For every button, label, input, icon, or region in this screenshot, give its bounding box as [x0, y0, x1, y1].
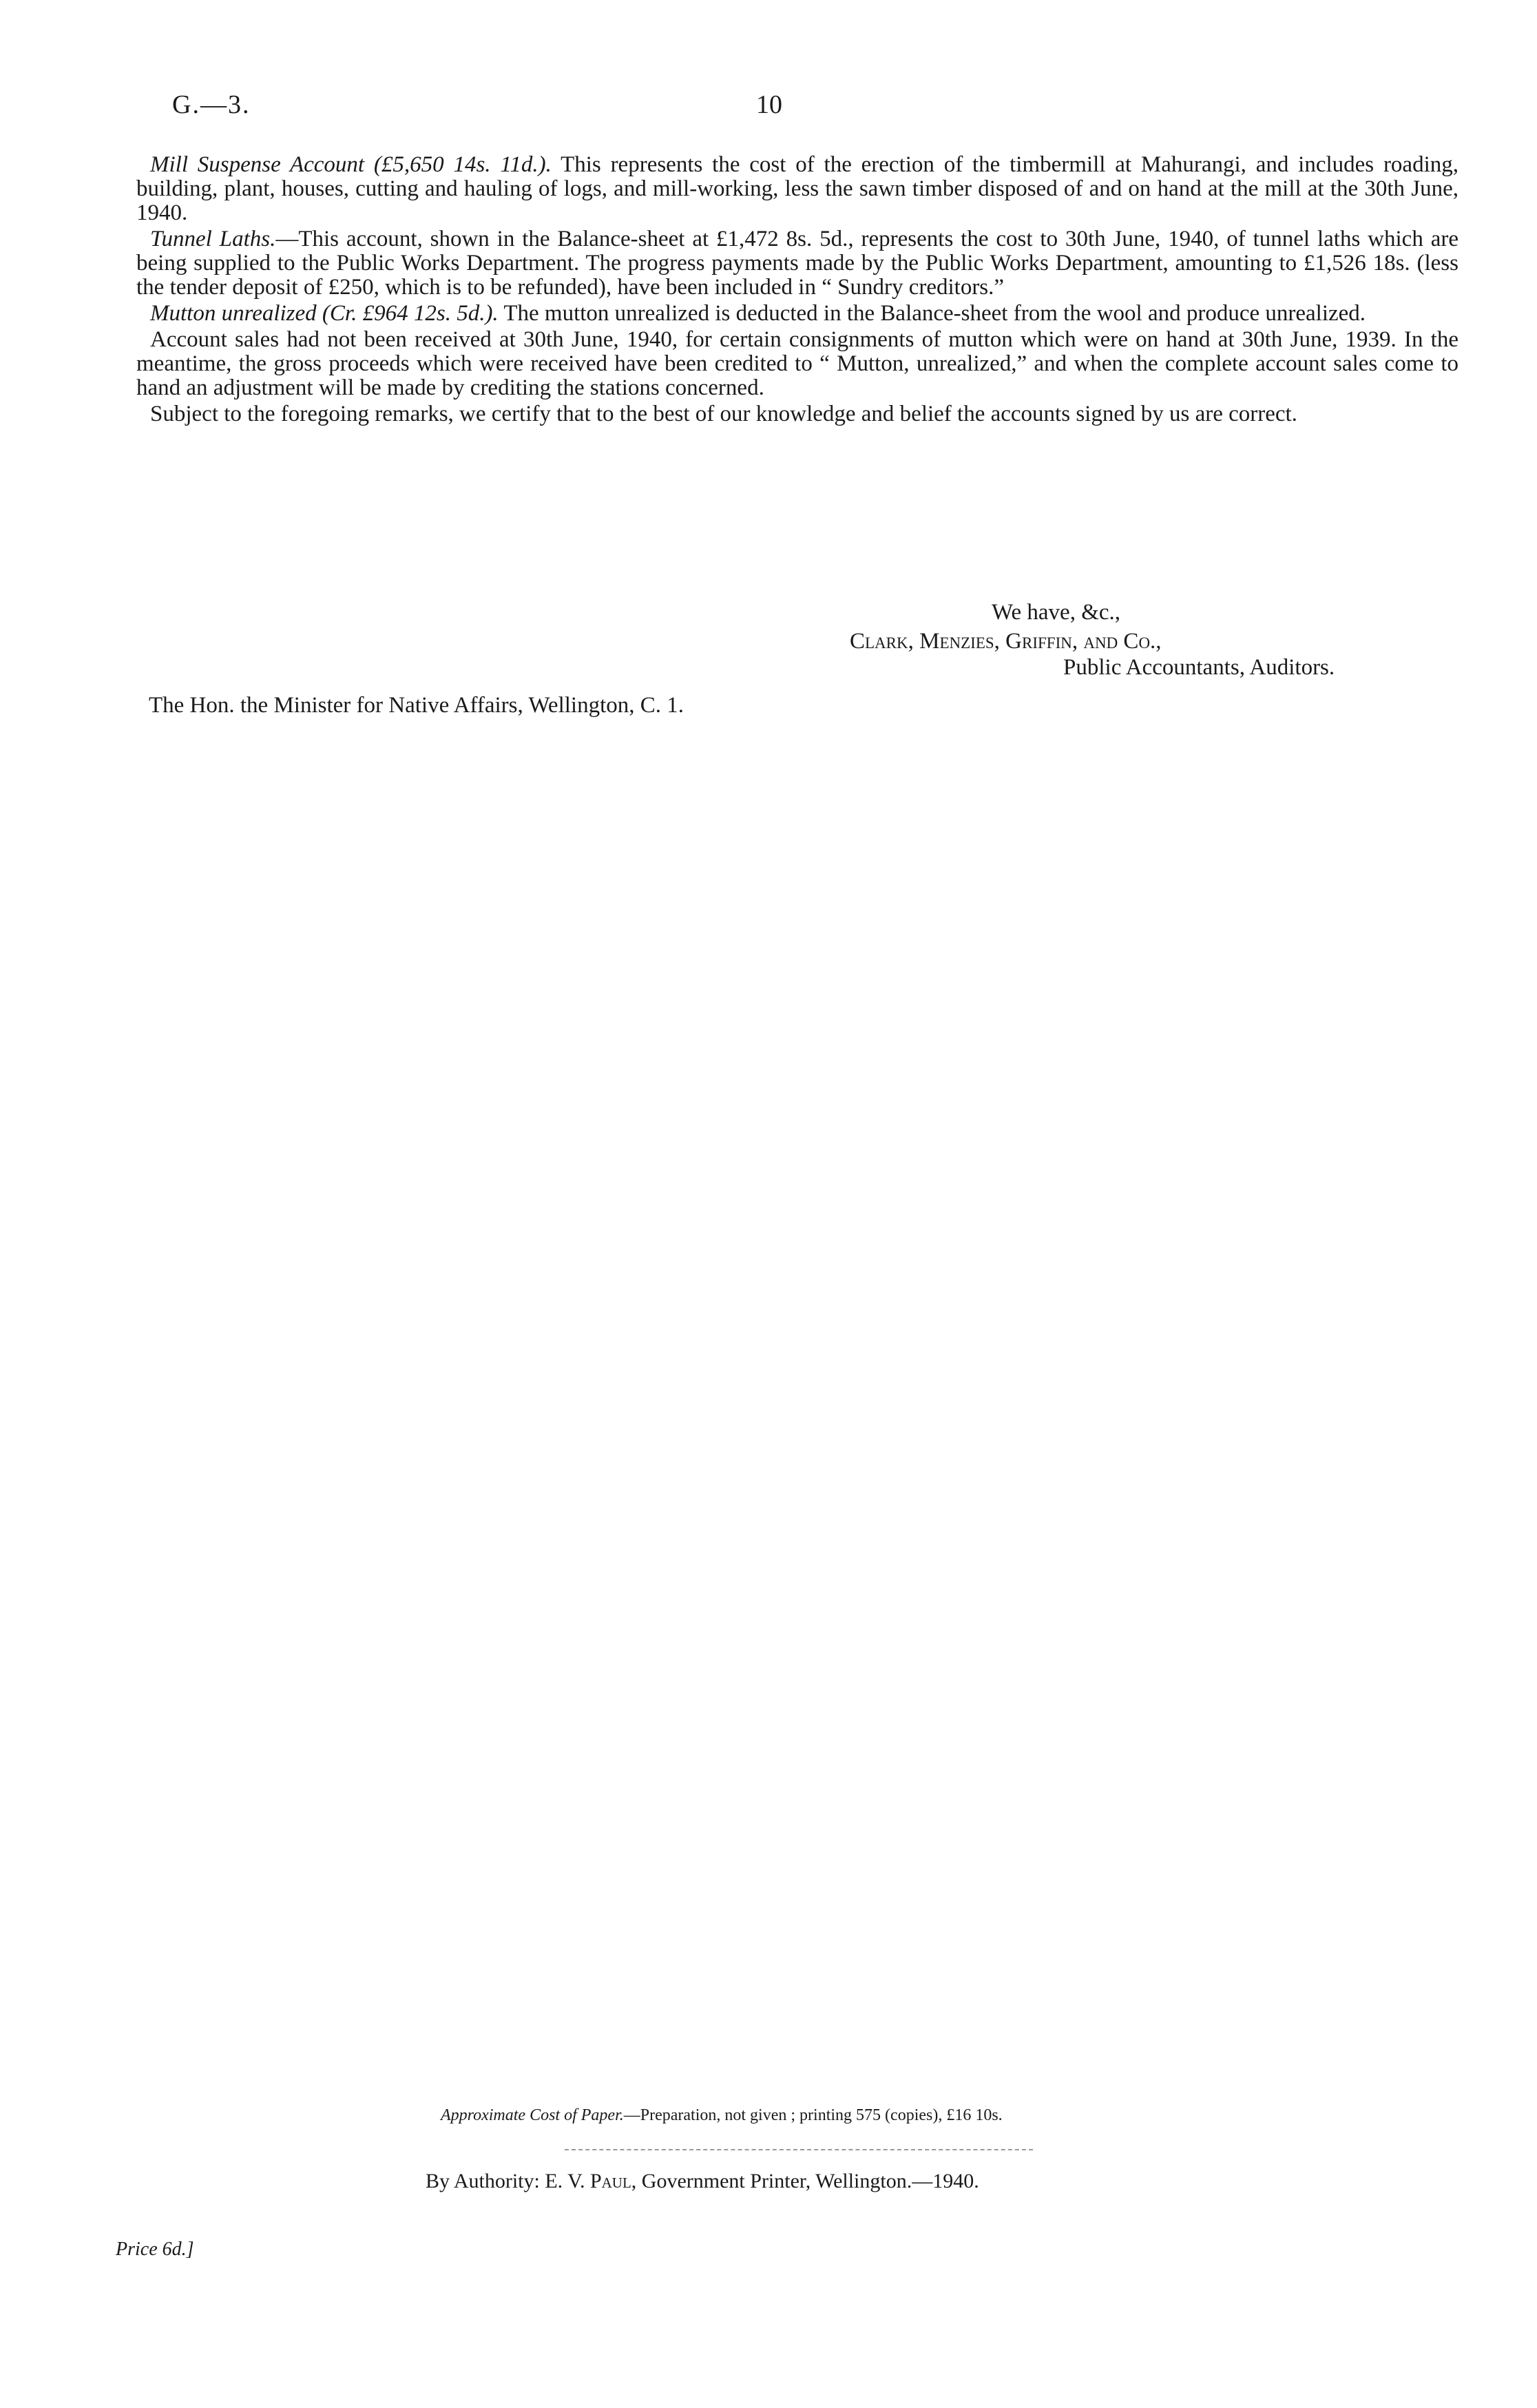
- paragraph-account-sales: [136, 328, 1458, 400]
- imprint-suffix: Government Printer, Wellington.—1940.: [641, 2170, 979, 2192]
- closing-line: We have, &c.,: [992, 600, 1121, 625]
- cost-text: —Preparation, not given ; printing 575 (copies), £16 10s.: [623, 2106, 1003, 2124]
- paragraph-mill-suspense: [136, 153, 1458, 225]
- paragraph-text: This represents the cost of the erection of the timbermill at Mahurangi, and includes roading, building, plant, houses, cutting and hauling of logs, and mill-working, less the sawn timber disposed of and on hand at the mill at the 30th June, 1940.: [136, 152, 1458, 225]
- paragraph-heading: Mill Suspense Account (£5,650 14s. 11d.).: [150, 152, 552, 177]
- paragraph-text: Subject to the foregoing remarks, we certify that to the best of our knowledge and belief the accounts signed by us are correct.: [150, 402, 1297, 426]
- paragraph-text: Account sales had not been received at 30th June, 1940, for certain consignments of mutton which were on hand at 30th June, 1939. In the meantime, the gross proceeds which were received have been credited to “ Mutton, unrealized,” and when the complete account sales come to hand an adjustment will be made by crediting the stations concerned.: [136, 327, 1458, 400]
- document-code: G.—3.: [172, 90, 251, 119]
- printer-imprint: [426, 2170, 979, 2193]
- paragraph-heading: Mutton unrealized (Cr. £964 12s. 5d.).: [150, 301, 499, 326]
- footer-divider: [565, 2149, 1033, 2150]
- paragraph-text: —This account, shown in the Balance-sheet at £1,472 8s. 5d., represents the cost to 30th June, 1940, of tunnel laths which are being supplied to the Public Works Department. The progress payments made by the Public Works Department, amounting to £1,526 18s. (less the tender deposit of £250, which is to be refunded), have been included in “ Sundry creditors.”: [136, 227, 1458, 300]
- paragraph-tunnel-laths: [136, 227, 1458, 300]
- page-number: 10: [756, 90, 782, 119]
- report-body: [136, 153, 1458, 428]
- paragraph-text: The mutton unrealized is deducted in the Balance-sheet from the wool and produce unrealized.: [498, 301, 1366, 326]
- cost-label: Approximate Cost of Paper.: [441, 2106, 624, 2124]
- paragraph-heading: Tunnel Laths.: [150, 227, 276, 251]
- printer-name: E. V. Paul,: [545, 2170, 637, 2192]
- auditor-role: Public Accountants, Auditors.: [1063, 655, 1335, 680]
- addressee-line: The Hon. the Minister for Native Affairs, Wellington, C. 1.: [149, 693, 684, 718]
- paragraph-mutton-unrealized: [136, 302, 1458, 326]
- imprint-prefix: By Authority:: [426, 2170, 540, 2192]
- firm-name: Clark, Menzies, Griffin, and Co.,: [850, 629, 1162, 654]
- price-label: Price 6d.]: [116, 2239, 194, 2260]
- paragraph-certification: [136, 402, 1458, 426]
- cost-of-paper-note: [441, 2106, 1003, 2125]
